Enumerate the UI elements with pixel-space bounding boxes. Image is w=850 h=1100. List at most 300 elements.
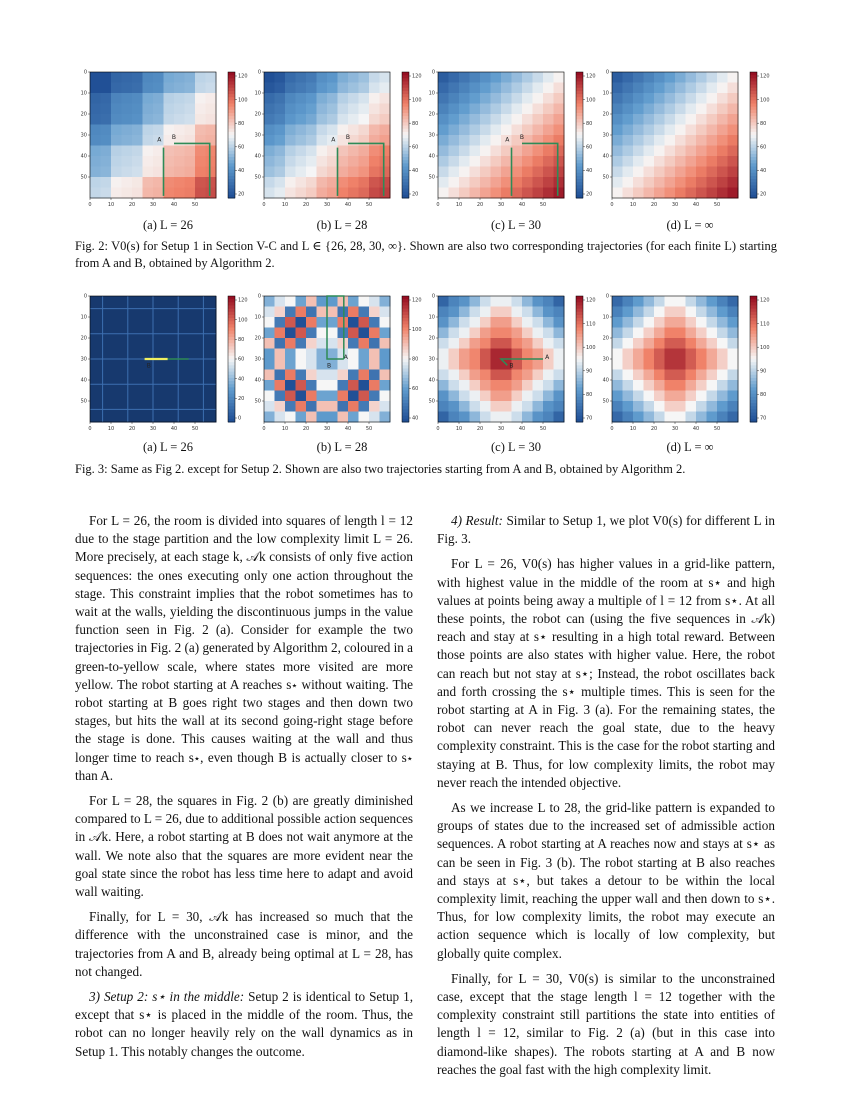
- heatmap-cell: [533, 380, 544, 391]
- heatmap-cell: [522, 359, 533, 370]
- heatmap-cell: [654, 338, 665, 349]
- heatmap-cell: [480, 370, 491, 381]
- heatmap-cell: [717, 72, 728, 83]
- heatmap-cell: [491, 401, 502, 412]
- colorbar-segment: [576, 381, 583, 385]
- heatmap-cell: [612, 93, 623, 104]
- heatmap-cell: [111, 188, 122, 199]
- heatmap-cell: [633, 338, 644, 349]
- heatmap-cell: [153, 317, 164, 328]
- heatmap-cell: [707, 114, 718, 125]
- heatmap-cell: [644, 93, 655, 104]
- heatmap-cell: [143, 83, 154, 94]
- colorbar-tick-label: 60: [586, 144, 593, 151]
- colorbar-segment: [402, 356, 409, 360]
- heatmap-cell: [522, 307, 533, 318]
- heatmap-cell: [380, 156, 391, 167]
- heatmap-cell: [285, 114, 296, 125]
- heatmap-cell: [501, 391, 512, 402]
- heatmap-cell: [654, 370, 665, 381]
- heatmap-cell: [111, 349, 122, 360]
- colorbar-tick-label: 40: [238, 168, 245, 175]
- heatmap-cell: [522, 349, 533, 360]
- heatmap-cell: [317, 391, 328, 402]
- heatmap-cell: [317, 72, 328, 83]
- heatmap-cell: [612, 359, 623, 370]
- heatmap-cell: [438, 125, 449, 136]
- x-tick-label: 30: [323, 202, 331, 208]
- heatmap-cell: [633, 93, 644, 104]
- heatmap-cell: [285, 177, 296, 188]
- heatmap-cell: [728, 146, 739, 157]
- heatmap-cell: [522, 146, 533, 157]
- y-tick-label: 50: [80, 398, 87, 405]
- heatmap-cell: [449, 328, 460, 339]
- colorbar-segment: [576, 182, 583, 186]
- heatmap-cell: [185, 167, 196, 178]
- y-tick-label: 50: [602, 398, 609, 405]
- heatmap-cell: [633, 296, 644, 307]
- heatmap-cell: [369, 93, 380, 104]
- heatmap-cell: [327, 93, 338, 104]
- heatmap-cell: [675, 177, 686, 188]
- heatmap-cell: [101, 146, 112, 157]
- heatmap-cell: [449, 93, 460, 104]
- colorbar-tick-label: 100: [760, 97, 770, 104]
- colorbar-segment: [576, 104, 583, 108]
- heatmap-cell: [264, 104, 275, 115]
- colorbar-segment: [576, 299, 583, 303]
- colorbar-segment: [750, 88, 757, 92]
- heatmap-cell: [111, 370, 122, 381]
- heatmap-cell: [633, 146, 644, 157]
- colorbar-segment: [750, 387, 757, 391]
- heatmap-cell: [296, 146, 307, 157]
- colorbar-segment: [576, 100, 583, 104]
- y-tick-label: 40: [602, 377, 609, 384]
- heatmap-cell: [533, 370, 544, 381]
- heatmap-cell: [90, 93, 101, 104]
- heatmap-cell: [153, 167, 164, 178]
- heatmap-cell: [285, 146, 296, 157]
- heatmap-cell: [480, 328, 491, 339]
- heatmap-cell: [696, 338, 707, 349]
- heatmap-cell: [554, 72, 565, 83]
- heatmap-cell: [501, 156, 512, 167]
- colorbar-segment: [750, 138, 757, 142]
- heatmap-cell: [206, 104, 217, 115]
- heatmap-cell: [554, 146, 565, 157]
- heatmap-cell: [717, 156, 728, 167]
- heatmap-cell: [153, 156, 164, 167]
- heatmap-cell: [438, 167, 449, 178]
- heatmap-cell: [380, 296, 391, 307]
- heatmap-cell: [623, 125, 634, 136]
- colorbar-segment: [228, 359, 235, 363]
- heatmap-cell: [533, 104, 544, 115]
- heatmap-cell: [512, 177, 523, 188]
- heatmap-cell: [111, 72, 122, 83]
- heatmap-cell: [449, 296, 460, 307]
- heatmap-cell: [644, 135, 655, 146]
- heatmap-cell: [348, 104, 359, 115]
- colorbar-segment: [750, 356, 757, 360]
- heatmap-cell: [665, 135, 676, 146]
- x-tick-label: 40: [344, 426, 352, 432]
- heatmap-cell: [174, 177, 185, 188]
- heatmap-cell: [174, 72, 185, 83]
- heatmap-cell: [143, 317, 154, 328]
- colorbar-segment: [228, 372, 235, 376]
- colorbar: [576, 296, 583, 423]
- heatmap-cell: [612, 380, 623, 391]
- colorbar-segment: [750, 72, 757, 76]
- colorbar-segment: [750, 346, 757, 350]
- colorbar-segment: [576, 81, 583, 85]
- colorbar-segment: [576, 315, 583, 319]
- colorbar-segment: [228, 340, 235, 344]
- colorbar-segment: [228, 110, 235, 114]
- heatmap-cell: [369, 401, 380, 412]
- heatmap-cell: [707, 146, 718, 157]
- heatmap-cell: [696, 146, 707, 157]
- heatmap-cell: [554, 83, 565, 94]
- heatmap-cell: [696, 83, 707, 94]
- heatmap-cell: [306, 328, 317, 339]
- heatmap-cell: [612, 83, 623, 94]
- x-tick-label: 40: [692, 426, 700, 432]
- heatmap-cell: [327, 370, 338, 381]
- heatmap-cell: [728, 83, 739, 94]
- heatmap-cell: [317, 380, 328, 391]
- colorbar-segment: [228, 154, 235, 158]
- heatmap-cell: [543, 391, 554, 402]
- heatmap-cell: [644, 83, 655, 94]
- heatmap-cell: [101, 104, 112, 115]
- heatmap-cell: [317, 104, 328, 115]
- colorbar-segment: [750, 135, 757, 139]
- colorbar-segment: [576, 413, 583, 417]
- heatmap-cell: [543, 104, 554, 115]
- heatmap-cell: [696, 391, 707, 402]
- heatmap-cell: [174, 93, 185, 104]
- heatmap-cell: [285, 391, 296, 402]
- heatmap-cell: [348, 296, 359, 307]
- heatmap-cell: [338, 146, 349, 157]
- heatmap-cell: [90, 338, 101, 349]
- heatmap-cell: [380, 177, 391, 188]
- heatmap-cell: [122, 114, 133, 125]
- heatmap-cell: [206, 156, 217, 167]
- heatmap-cell: [90, 401, 101, 412]
- heatmap-cell: [491, 125, 502, 136]
- heatmap-cell: [459, 156, 470, 167]
- heatmap-cell: [675, 359, 686, 370]
- heatmap-cell: [132, 188, 143, 199]
- heatmap-cell: [644, 412, 655, 423]
- colorbar-segment: [402, 334, 409, 338]
- colorbar-segment: [228, 391, 235, 395]
- colorbar-segment: [750, 75, 757, 79]
- heatmap-cell: [153, 93, 164, 104]
- heatmap-cell: [369, 156, 380, 167]
- x-tick-label: 10: [629, 426, 637, 432]
- heatmap-cell: [185, 359, 196, 370]
- heatmap-cell: [206, 188, 217, 199]
- heatmap-cell: [623, 296, 634, 307]
- x-tick-label: 0: [610, 202, 614, 208]
- heatmap-cell: [675, 93, 686, 104]
- y-tick-label: 10: [602, 314, 609, 321]
- heatmap-cell: [359, 156, 370, 167]
- point-b-label: B: [519, 134, 525, 142]
- heatmap-cell: [90, 167, 101, 178]
- heatmap-cell: [491, 317, 502, 328]
- heatmap-cell: [644, 125, 655, 136]
- heatmap-cell: [554, 370, 565, 381]
- heatmap-cell: [296, 391, 307, 402]
- fig2a-heatmap: [78, 66, 250, 216]
- heatmap-cell: [306, 156, 317, 167]
- heatmap-cell: [491, 412, 502, 423]
- heatmap-cell: [717, 114, 728, 125]
- colorbar-tick-label: 60: [412, 144, 419, 151]
- heatmap-cell: [696, 412, 707, 423]
- paragraph: As we increase L to 28, the grid-like pattern is expanded to groups of states due to the increased set of admissible action sequences. A robot starting at A reaches now and stays at s⋆ as can be seen in Fig. 3 (b). The robot starting at B also reaches and stays at s⋆, but takes a detour to be within the local complexity limit, reaching the upper wall and then down to s⋆. Thus, for low complexity limits, the robot may execute an action sequence which is locally of low complexity, but globally quite complex.: [437, 800, 775, 961]
- colorbar-segment: [576, 119, 583, 123]
- colorbar-segment: [402, 362, 409, 366]
- heatmap-cell: [317, 401, 328, 412]
- heatmap-cell: [206, 412, 217, 423]
- heatmap-cell: [275, 359, 286, 370]
- colorbar-segment: [228, 81, 235, 85]
- colorbar-segment: [576, 318, 583, 322]
- heatmap-cell: [543, 167, 554, 178]
- heatmap-cell: [122, 125, 133, 136]
- heatmap-cell: [644, 349, 655, 360]
- heatmap-cell: [686, 156, 697, 167]
- heatmap-cell: [633, 135, 644, 146]
- heatmap-cell: [543, 135, 554, 146]
- heatmap-cell: [665, 412, 676, 423]
- colorbar-segment: [228, 129, 235, 133]
- heatmap-cell: [369, 188, 380, 199]
- heatmap-cell: [174, 104, 185, 115]
- colorbar-segment: [228, 381, 235, 385]
- heatmap-cell: [633, 114, 644, 125]
- heatmap-cell: [470, 317, 481, 328]
- heatmap-cell: [348, 349, 359, 360]
- heatmap-cell: [501, 72, 512, 83]
- heatmap-cell: [707, 380, 718, 391]
- colorbar-segment: [402, 312, 409, 316]
- heatmap-cell: [480, 125, 491, 136]
- paragraph: For L = 26, V0(s) has higher values in a grid-like pattern, with highest value in the middle of the room at s⋆ and high values at points being away a multiple of l = 12 from s⋆. At all these points, the robot can (using the five sequences in 𝒜k) reach and stay at s⋆ resulting in a high total reward. Between those points are also states with higher value. Here, the robot can reach but not stay at s⋆; Instead, the robot oscillates back and forth crossing the s⋆ multiple times. This is seen for the robot starting at A in Fig. 3 (a). For the remaining states, the robot can never reach the goal state, due to the heavy complexity constraint. This is the case for the robot starting and staying at B. Thus, for low complexity limits, the robot may never reach the intended objective.: [437, 556, 775, 790]
- heatmap-cell: [644, 370, 655, 381]
- colorbar-segment: [228, 141, 235, 145]
- heatmap-cell: [707, 359, 718, 370]
- heatmap-cell: [623, 412, 634, 423]
- heatmap-cell: [501, 307, 512, 318]
- colorbar-segment: [750, 182, 757, 186]
- heatmap-cell: [296, 349, 307, 360]
- heatmap-cell: [132, 359, 143, 370]
- heatmap-cell: [654, 391, 665, 402]
- heatmap-cell: [696, 370, 707, 381]
- heatmap-cell: [554, 338, 565, 349]
- colorbar-segment: [402, 110, 409, 114]
- heatmap-cell: [296, 125, 307, 136]
- heatmap-cell: [612, 135, 623, 146]
- heatmap-cell: [438, 338, 449, 349]
- colorbar-segment: [228, 337, 235, 341]
- colorbar-segment: [402, 72, 409, 76]
- heatmap-cell: [348, 317, 359, 328]
- heatmap-cell: [491, 167, 502, 178]
- heatmap-cell: [359, 114, 370, 125]
- heatmap-cell: [111, 114, 122, 125]
- colorbar-segment: [228, 163, 235, 167]
- colorbar-segment: [576, 334, 583, 338]
- heatmap-cell: [512, 72, 523, 83]
- colorbar-segment: [576, 116, 583, 120]
- heatmap-cell: [275, 72, 286, 83]
- x-tick-label: 10: [455, 426, 463, 432]
- colorbar-segment: [750, 119, 757, 123]
- colorbar-tick-label: 110: [760, 321, 770, 328]
- colorbar-segment: [402, 100, 409, 104]
- heatmap-cell: [554, 104, 565, 115]
- heatmap-cell: [501, 338, 512, 349]
- colorbar-segment: [750, 126, 757, 130]
- heatmap-cell: [696, 125, 707, 136]
- heatmap-cell: [195, 104, 206, 115]
- heatmap-cell: [554, 93, 565, 104]
- heatmap-cell: [728, 114, 739, 125]
- heatmap-cell: [296, 83, 307, 94]
- heatmap-cell: [90, 370, 101, 381]
- heatmap-cell: [317, 93, 328, 104]
- colorbar-segment: [750, 141, 757, 145]
- colorbar-segment: [402, 173, 409, 177]
- heatmap-cell: [612, 370, 623, 381]
- heatmap-cell: [90, 296, 101, 307]
- heatmap-cell: [380, 188, 391, 199]
- heatmap-cell: [275, 370, 286, 381]
- heatmap-cell: [644, 317, 655, 328]
- colorbar-segment: [750, 384, 757, 388]
- heatmap-cell: [470, 177, 481, 188]
- heatmap-cell: [459, 125, 470, 136]
- heatmap-cell: [153, 296, 164, 307]
- heatmap-cell: [696, 307, 707, 318]
- heatmap-cell: [633, 83, 644, 94]
- colorbar-segment: [750, 78, 757, 82]
- heatmap-cell: [438, 114, 449, 125]
- heatmap-cell: [317, 83, 328, 94]
- heatmap-cell: [111, 328, 122, 339]
- heatmap-cell: [512, 114, 523, 125]
- heatmap-cell: [327, 296, 338, 307]
- heatmap-cell: [675, 307, 686, 318]
- colorbar-segment: [228, 315, 235, 319]
- heatmap-cell: [522, 412, 533, 423]
- colorbar-segment: [402, 340, 409, 344]
- heatmap-cell: [612, 307, 623, 318]
- right-column: [437, 512, 775, 1086]
- heatmap-cell: [153, 83, 164, 94]
- heatmap-cell: [675, 380, 686, 391]
- colorbar-segment: [576, 129, 583, 133]
- heatmap-cell: [90, 83, 101, 94]
- heatmap-cell: [470, 93, 481, 104]
- colorbar-tick-label: 80: [412, 120, 419, 127]
- heatmap-cell: [543, 83, 554, 94]
- heatmap-cell: [296, 328, 307, 339]
- heatmap-cell: [717, 401, 728, 412]
- heatmap-cell: [359, 349, 370, 360]
- heatmap-cell: [480, 317, 491, 328]
- heatmap-cell: [296, 338, 307, 349]
- heatmap-cells: [612, 296, 739, 423]
- heatmap-cell: [206, 338, 217, 349]
- x-tick-label: 0: [88, 426, 92, 432]
- heatmap-cell: [675, 135, 686, 146]
- colorbar-segment: [402, 406, 409, 410]
- heatmap-cell: [122, 338, 133, 349]
- heatmap-cell: [438, 188, 449, 199]
- colorbar-segment: [402, 365, 409, 369]
- colorbar-segment: [228, 167, 235, 171]
- heatmap-cell: [686, 93, 697, 104]
- heatmap-cell: [264, 338, 275, 349]
- colorbar-segment: [228, 296, 235, 300]
- heatmap-cell: [122, 93, 133, 104]
- colorbar-segment: [228, 331, 235, 335]
- heatmap-cell: [338, 104, 349, 115]
- heatmap-cell: [185, 125, 196, 136]
- colorbar-segment: [576, 97, 583, 101]
- heatmap-cell: [728, 296, 739, 307]
- heatmap-cell: [206, 359, 217, 370]
- heatmap-cell: [612, 412, 623, 423]
- heatmap-cell: [665, 349, 676, 360]
- colorbar-segment: [402, 318, 409, 322]
- x-tick-label: 0: [436, 426, 440, 432]
- heatmap-cell: [338, 328, 349, 339]
- heatmap-cell: [686, 83, 697, 94]
- colorbar-segment: [750, 116, 757, 120]
- heatmap-cell: [195, 177, 206, 188]
- heatmap-cell: [195, 83, 206, 94]
- heatmap-cell: [275, 412, 286, 423]
- colorbar-segment: [228, 406, 235, 410]
- colorbar-segment: [750, 122, 757, 126]
- heatmap-cell: [275, 135, 286, 146]
- heatmap-cell: [359, 338, 370, 349]
- heatmap-cell: [101, 156, 112, 167]
- y-tick-label: 50: [254, 174, 261, 181]
- colorbar-segment: [402, 346, 409, 350]
- heatmap-cell: [306, 338, 317, 349]
- heatmap-cell: [143, 125, 154, 136]
- heatmap-cell: [132, 104, 143, 115]
- heatmap-cell: [338, 401, 349, 412]
- heatmap-cell: [317, 135, 328, 146]
- heatmap-cell: [264, 349, 275, 360]
- colorbar-segment: [576, 350, 583, 354]
- heatmap-cell: [306, 370, 317, 381]
